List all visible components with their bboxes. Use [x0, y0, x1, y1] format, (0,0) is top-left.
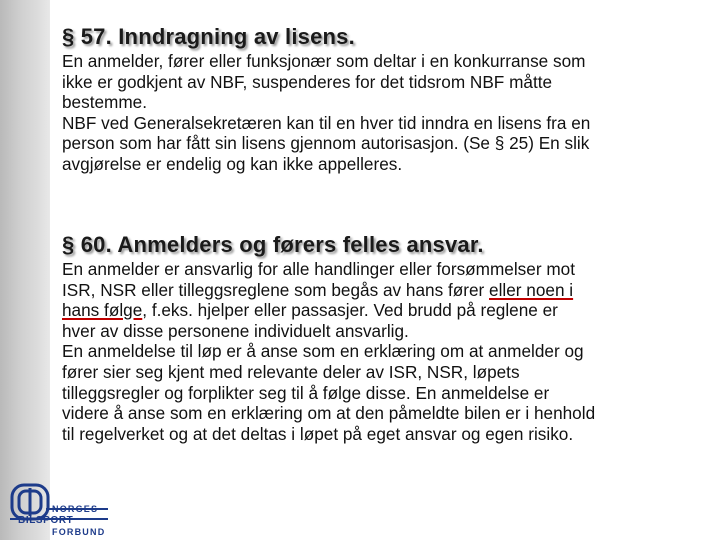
text-line: tilleggsregler og forplikter seg til å følge disse. En anmeldelse er	[62, 382, 550, 403]
underlined-phrase: hans følge	[62, 300, 143, 321]
logo-line-2: BILSPORT	[18, 515, 74, 526]
text-line: fører sier seg kjent med relevante deler av ISR, NSR, løpets	[62, 361, 520, 382]
left-sidebar-gradient	[0, 0, 50, 540]
nbf-logo	[10, 483, 115, 538]
section-60-paragraph-2	[62, 341, 692, 444]
text-line: videre å anse som en erklæring om at den påmeldte bilen er i henhold	[62, 403, 596, 424]
text-span: ISR, NSR eller tilleggsreglene som begås av hans fører	[62, 279, 490, 300]
text-line: person som har fått sin lisens gjennom autorisasjon. (Se § 25) En slik	[62, 133, 590, 154]
text-line: En anmelder, fører eller funksjonær som deltar i en konkurranse som	[62, 51, 586, 71]
section-57-paragraph-1	[62, 51, 692, 113]
text-line: NBF ved Generalsekretæren kan til en hver tid inndra en lisens fra en	[62, 112, 591, 133]
section-60-paragraph-1	[62, 259, 692, 341]
text-line: hver av disse personene individuelt ansvarlig.	[62, 320, 409, 341]
logo-line-1: NORGES	[52, 504, 99, 514]
text-line: bestemme.	[62, 92, 148, 113]
text-line	[62, 300, 692, 321]
underlined-phrase: eller noen i	[489, 279, 574, 300]
text-line: til regelverket og at det deltas i løpet på eget ansvar og egen risiko.	[62, 423, 574, 444]
text-line: avgjørelse er endelig og kan ikke appelleres.	[62, 153, 403, 174]
section-57	[62, 24, 692, 175]
section-60	[62, 232, 692, 444]
section-57-heading: § 57. Inndragning av lisens.	[62, 24, 355, 49]
text-line	[62, 280, 692, 301]
text-line: En anmelder er ansvarlig for alle handlinger eller forsømmelser mot	[62, 259, 575, 279]
text-line: En anmeldelse til løp er å anse som en erklæring om at anmelder og	[62, 341, 584, 362]
logo-line-3: FORBUND	[52, 527, 106, 537]
section-57-paragraph-2	[62, 113, 692, 175]
section-60-heading: § 60. Anmelders og førers felles ansvar.	[62, 232, 484, 257]
text-line: ikke er godkjent av NBF, suspenderes for det tidsrom NBF måtte	[62, 71, 553, 92]
text-span: , f.eks. hjelper eller passasjer. Ved brudd på reglene er	[142, 300, 558, 321]
